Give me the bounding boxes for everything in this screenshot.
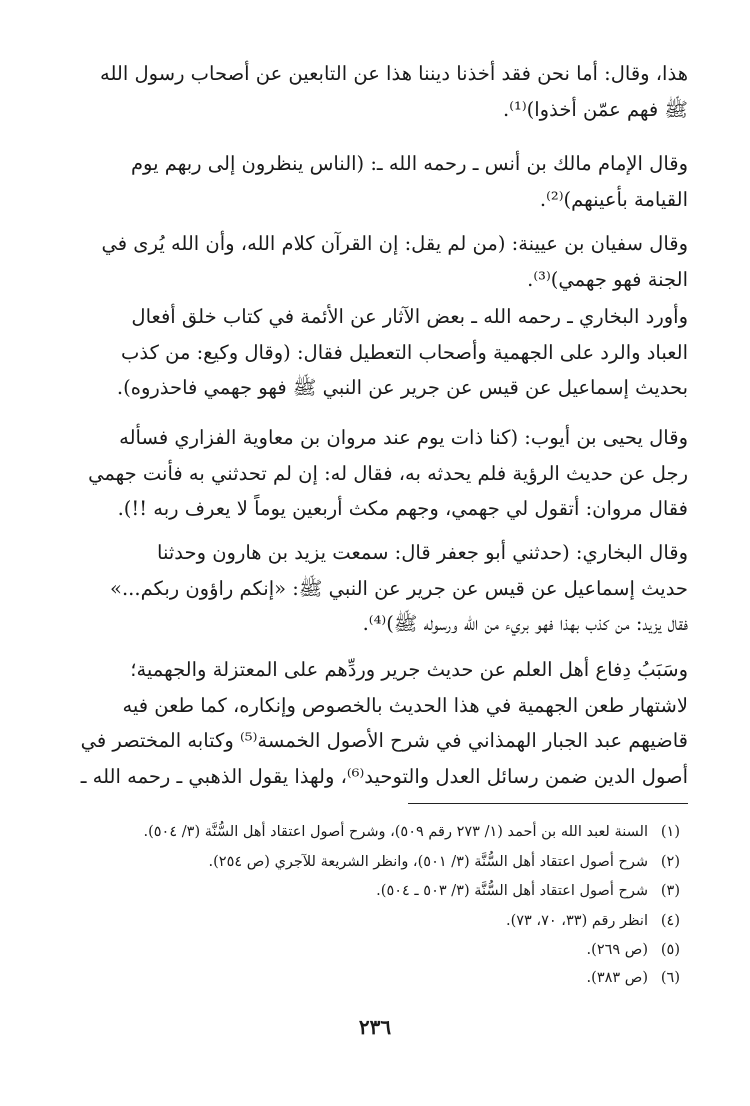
footnote-text: (ص ٣٨٣). (586, 970, 648, 986)
text-line: فقال يزيد: من كذب بهذا فهو بريء من الله ورسوله ﷺ)⁽⁴⁾. (362, 612, 688, 635)
footnote-number: (٣) (660, 883, 680, 899)
footnote-number: (٦) (660, 970, 680, 986)
footnote-6 (60, 969, 680, 987)
text-line: لاشتهار طعن الجهمية في هذا الحديث بالخصوص وإنكاره، كما طعن فيه (122, 693, 688, 717)
text-line: حديث إسماعيل عن قيس عن جرير عن النبي ﷺ: «إنكم راؤون ربكم...» (110, 576, 688, 600)
paragraph-5 (66, 420, 688, 527)
text-line: رجل عن حديث الرؤية فلم يحدثه به، فقال له: إن لم تحدثني به فأنت جهمي (88, 461, 688, 485)
footnote-number: (٢) (660, 854, 680, 870)
footnote-divider (408, 803, 688, 804)
page-number: ٢٣٦ (358, 1015, 392, 1039)
footnote-1 (60, 823, 680, 841)
text-line: وقال سفيان بن عيينة: (من لم يقل: إن القرآن كلام الله، وأن الله يُرى في (101, 232, 688, 255)
text-line: وقال يحيى بن أيوب: (كنا ذات يوم عند مروان بن معاوية الفزاري فسأله (119, 426, 688, 449)
text-line: هذا، وقال: أما نحن فقد أخذنا ديننا هذا عن التابعين عن أصحاب رسول الله (100, 62, 688, 85)
paragraph-4 (66, 299, 688, 406)
text-line: بحديث إسماعيل عن قيس عن جرير عن النبي ﷺ فهو جهمي فاحذروه). (116, 376, 688, 399)
footnote-text: انظر رقم (٣٣، ٧٠، ٧٣). (505, 913, 648, 929)
paragraph-3 (66, 226, 688, 297)
footnote-2 (60, 853, 680, 871)
footnote-4 (60, 912, 680, 930)
footnote-number: (٤) (660, 913, 680, 929)
text-line: وسَبَبُ دِفاع أهل العلم عن حديث جرير وردِّهم على المعتزلة والجهمية؛ (130, 658, 688, 681)
text-line: وقال الإمام مالك بن أنس ـ رحمه الله ـ: (الناس ينظرون إلى ربهم يوم (130, 152, 688, 175)
text-line: ﷺ فهم عمّن أخذوا)⁽¹⁾. (503, 97, 688, 121)
text-line: الجنة فهو جهمي)⁽³⁾. (527, 267, 688, 291)
footnote-text: شرح أصول اعتقاد أهل السُّنَّة (٣/ ٥٠٣ ـ ٥٠٤). (376, 883, 648, 899)
text-line: فقال مروان: أتقول لي جهمي، وجهم مكث أربعين يوماً لا يعرف ربه !!). (117, 497, 688, 520)
footnote-3 (60, 882, 680, 900)
footnote-text: (ص ٢٦٩). (586, 942, 648, 958)
paragraph-2 (66, 146, 688, 217)
paragraph-1 (66, 56, 688, 127)
footnote-5 (60, 941, 680, 959)
footnote-text: شرح أصول اعتقاد أهل السُّنَّة (٣/ ٥٠١)، وانظر الشريعة للآجري (ص ٢٥٤). (208, 854, 648, 870)
paragraph-7 (66, 652, 688, 794)
footnote-number: (١) (660, 824, 680, 840)
text-line: قاضيهم عبد الجبار الهمذاني في شرح الأصول الخمسة⁽⁵⁾ وكتابه المختصر في (80, 729, 688, 752)
text-line: وقال البخاري: (حدثني أبو جعفر قال: سمعت يزيد بن هارون وحدثنا (157, 541, 688, 564)
footnote-text: السنة لعبد الله بن أحمد (١/ ٢٧٣ رقم ٥٠٩)، وشرح أصول اعتقاد أهل السُّنَّة (٣/ ٥٠٤). (143, 824, 648, 840)
text-line: أصول الدين ضمن رسائل العدل والتوحيد⁽⁶⁾، ولهذا يقول الذهبي ـ رحمه الله ـ (80, 764, 688, 788)
footnote-number: (٥) (660, 942, 680, 958)
text-line: وأورد البخاري ـ رحمه الله ـ بعض الآثار عن الأئمة في كتاب خلق أفعال (131, 305, 688, 328)
text-line: العباد والرد على الجهمية وأصحاب التعطيل فقال: (وقال وكيع: من كذب (121, 340, 688, 364)
paragraph-6 (66, 535, 688, 642)
text-line: القيامة بأعينهم)⁽²⁾. (539, 187, 688, 211)
